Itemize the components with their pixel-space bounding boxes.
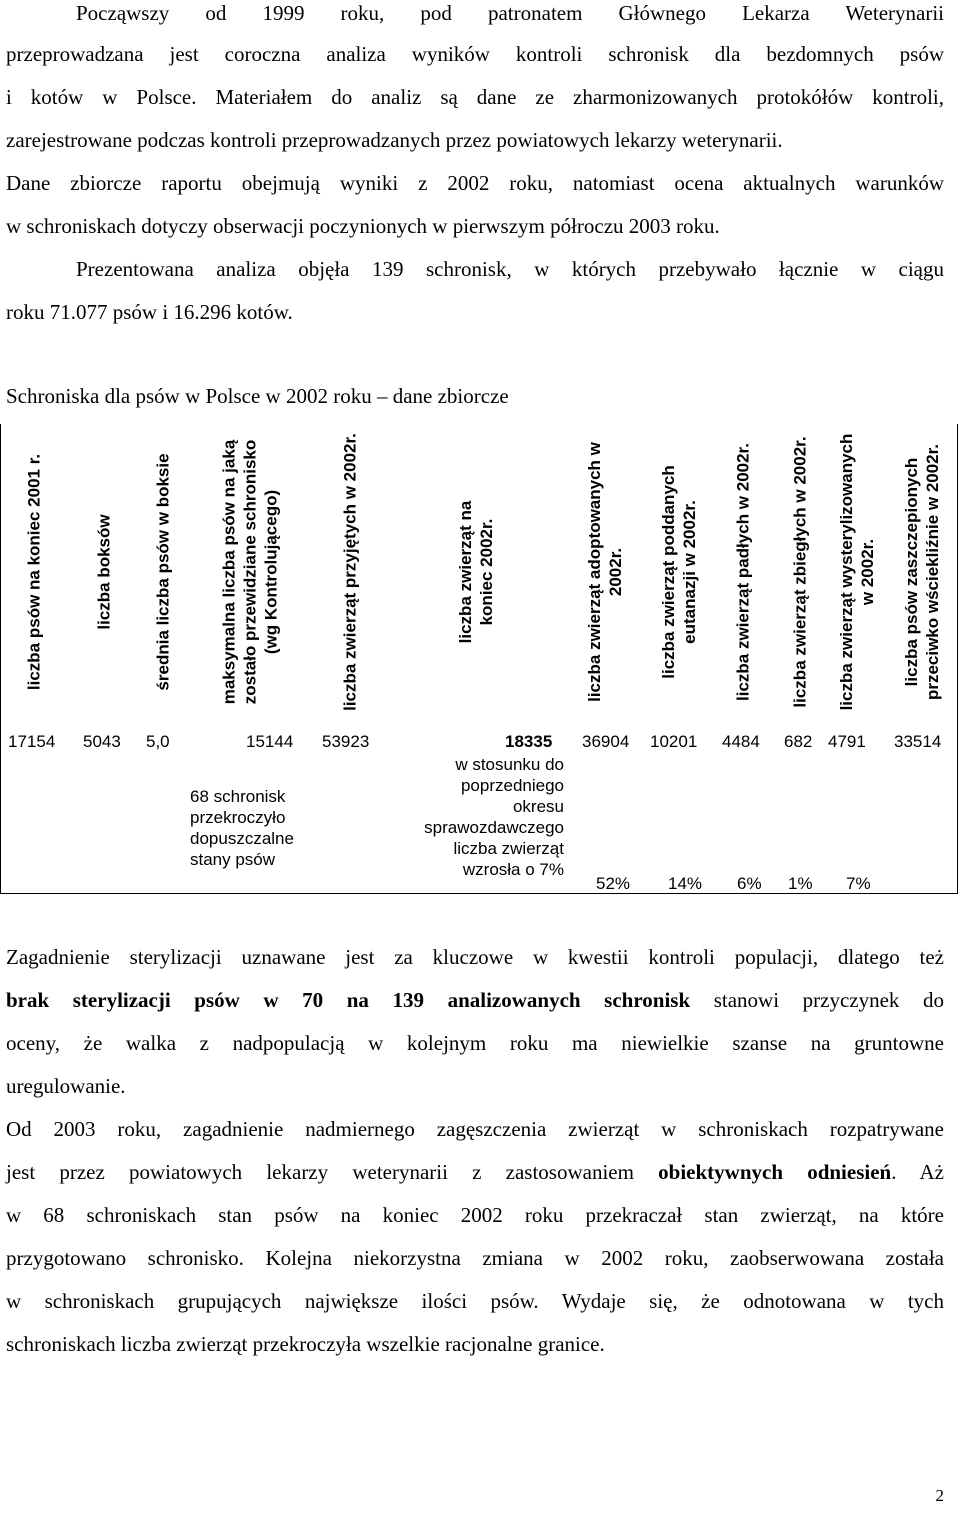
intro-line: przeprowadzana jest coroczna analiza wyników kontroli schronisk dla bezdomnych psów [6,42,944,66]
table-value: 4791 [828,732,866,751]
body-line: przygotowano schronisko. Kolejna niekorzystna zmiana w 2002 roku, zaobserwowana została [6,1246,944,1270]
table-value: 5043 [83,732,121,751]
intro-line: Dane zbiorcze raportu obejmują wyniki z 2002 roku, natomiast ocena aktualnych warunków [6,171,944,195]
table-percent: 14% [668,874,703,893]
table-value: 10201 [650,732,698,751]
max-capacity-note: 68 schronisk przekroczyło dopuszczalne stany psów [190,787,294,869]
table-header-cell [386,424,566,720]
table-header-cell [772,424,828,720]
header-label: liczba zwierząt adoptowanych w 2002r. [585,442,625,702]
table-border [0,893,958,894]
table-percent: 6% [737,874,762,893]
table-value: 36904 [582,732,630,751]
header-label: liczba psów na koniec 2001 r. [24,453,44,691]
table-value: 5,0 [146,732,170,751]
table-header-cell [714,424,772,720]
body-line: w schroniskach grupujących największe ilości psów. Wydaje się, że odnotowana w tych [6,1289,944,1313]
change-note-line: poprzedniego [460,776,564,795]
page-number: 2 [935,1486,944,1505]
table-percent: 52% [596,874,631,893]
table-header-cell [0,424,68,720]
intro-line: Począwszy od 1999 roku, pod patronatem Głównego Lekarza Weterynarii [76,1,944,25]
header-label: maksymalna liczba psów na jaką zostało przewidziane schronisko (wg Kontrolującego) [219,439,281,705]
table-header-cell [566,424,644,720]
body-line: Od 2003 roku, zagadnienie nadmiernego zagęszczenia zwierząt w schroniskach rozpatrywane [6,1117,944,1141]
intro-line: i kotów w Polsce. Materiałem do analiz są dane ze zharmonizowanych protokółów kontroli, [6,85,944,109]
table-header-cell [828,424,886,720]
header-label: liczba zwierząt zbiegłych w 2002r. [790,436,810,708]
header-label: liczba boksów [94,514,114,630]
change-note-line: w stosunku do [455,755,564,774]
table-value: 15144 [246,732,294,751]
table-header-cell [644,424,714,720]
body-text: jest przez powiatowych lekarzy weterynarii z zastosowaniem [6,1160,659,1184]
table-percent: 7% [846,874,871,893]
change-note-line: okresu [512,797,564,816]
table-header-cell [186,424,314,720]
table-title: Schroniska dla psów w Polsce w 2002 roku – dane zbiorcze [6,384,509,408]
intro-line: zarejestrowane podczas kontroli przeprowadzanych przez powiatowych lekarzy weterynarii. [6,128,783,152]
header-label: liczba zwierząt wysterylizowanych w 2002r. [837,433,877,711]
body-line: uregulowanie. [6,1074,126,1098]
table-value: 4484 [722,732,760,751]
header-label: liczba zwierząt poddanych eutanazji w 2002r. [659,465,699,679]
table-header-cell [314,424,386,720]
body-line: w 68 schroniskach stan psów na koniec 2002 roku przekraczał stan zwierząt, na które [6,1203,944,1227]
header-label: liczba zwierząt przyjętych w 2002r. [340,433,360,711]
header-label: liczba zwierząt na koniec 2002r. [456,500,496,644]
table-value: 18335 [505,732,553,751]
body-line [6,1159,944,1185]
table-header-cell [886,424,958,720]
intro-line: roku 71.077 psów i 16.296 kotów. [6,300,293,324]
body-text: stanowi przyczynek do [690,988,944,1012]
table-percent: 1% [788,874,813,893]
body-line: schroniskach liczba zwierząt przekroczyła wszelkie racjonalne granice. [6,1332,605,1356]
table-value: 33514 [894,732,942,751]
change-note [386,754,564,880]
intro-line: w schroniskach dotyczy obserwacji poczynionych w pierwszym półroczu 2003 roku. [6,214,720,238]
body-bold-text: brak sterylizacji psów w 70 na 139 analizowanych schronisk [6,988,691,1012]
table-header-cell [68,424,140,720]
table-value: 682 [784,732,813,751]
header-label: liczba psów zaszczepionych przeciwko wściekliźnie w 2002r. [902,443,942,701]
change-note-line: sprawozdawczego [424,818,564,837]
body-line: Zagadnienie sterylizacji uznawane jest za kluczowe w kwestii kontroli populacji, dlatego też [6,945,944,969]
change-note-line: liczba zwierząt [453,839,564,858]
header-label: średnia liczba psów w boksie [153,453,173,691]
change-note-line: wzrosła o 7% [462,860,564,879]
intro-line: Prezentowana analiza objęła 139 schronisk, w których przebywało łącznie w ciągu [76,257,944,281]
table-value: 53923 [322,732,370,751]
header-label: liczba zwierząt padłych w 2002r. [733,443,753,701]
table-header-cell [140,424,186,720]
body-line: oceny, że walka z nadpopulacją w kolejnym roku ma niewielkie szanse na gruntowne [6,1031,944,1055]
body-bold-text: obiektywnych odniesień [658,1160,892,1184]
body-line [6,987,944,1013]
body-text: . Aż [891,1160,945,1184]
table-value: 17154 [8,732,56,751]
